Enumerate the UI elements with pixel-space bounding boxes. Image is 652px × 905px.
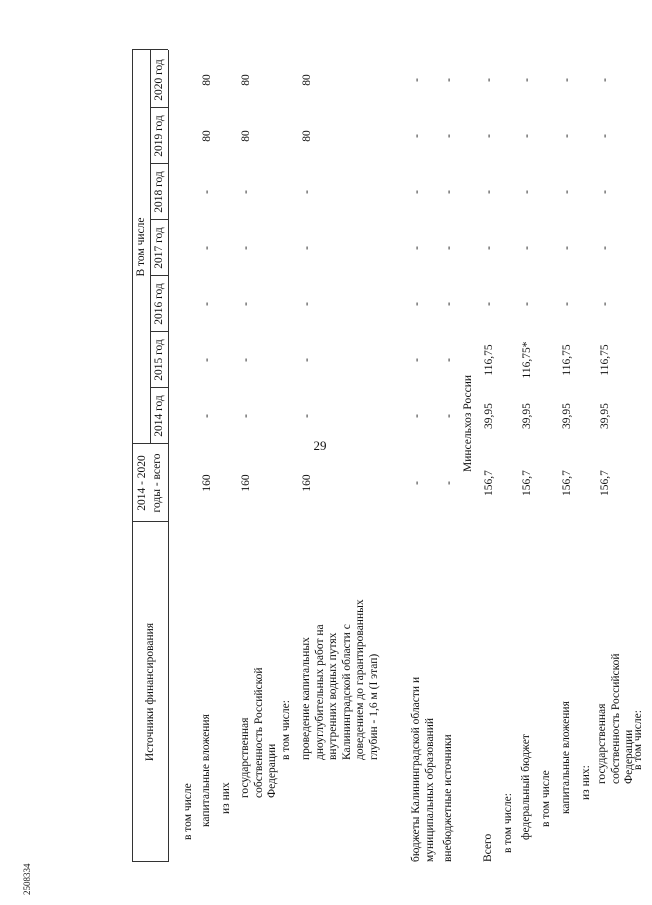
row-value-2014: 39,95 (599, 403, 611, 429)
row-value-2018: - (201, 190, 213, 194)
row-total: 156,7 (599, 470, 611, 496)
row-value-2016: - (561, 302, 573, 306)
row-value-2015: 116,75 (599, 344, 611, 376)
row-value-2016: - (240, 302, 252, 306)
row-value-2019: 80 (301, 130, 313, 142)
row-value-2014: - (240, 414, 252, 418)
row-value-2014: - (301, 414, 313, 418)
row-total: 156,7 (521, 470, 533, 496)
row-label: проведение капитальных дноуглубительных работ на внутренних водных путях Калининградской области с доведением до гарантированных глубин - 1,6 м (I этап) (300, 599, 380, 760)
row-value-2014: 39,95 (561, 403, 573, 429)
row-value-2016: - (411, 302, 423, 306)
row-label: в том числе: (280, 700, 292, 760)
row-value-2014: 39,95 (483, 403, 495, 429)
row-label: в том числе (182, 783, 194, 840)
row-value-2018: - (443, 190, 455, 194)
row-label: из них (220, 782, 232, 814)
row-value-2019: 80 (201, 130, 213, 142)
row-total: 156,7 (483, 470, 495, 496)
row-value-2018: - (483, 190, 495, 194)
row-value-2020: - (521, 78, 533, 82)
ministry-heading: Минсельхоз России (462, 374, 474, 472)
row-value-2015: 116,75* (521, 341, 533, 379)
row-label: из них: (580, 765, 592, 800)
row-value-2018: - (521, 190, 533, 194)
row-value-2016: - (201, 302, 213, 306)
row-value-2019: - (521, 134, 533, 138)
row-label: капитальные вложения (200, 714, 212, 827)
row-value-2020: - (443, 78, 455, 82)
header-year-2018: 2018 год (153, 171, 165, 213)
row-value-2020: 80 (240, 74, 252, 86)
row-value-2017: - (561, 246, 573, 250)
row-value-2020: - (483, 78, 495, 82)
header-total-line1: 2014 - 2020 (136, 455, 148, 511)
row-value-2017: - (240, 246, 252, 250)
row-value-2019: - (561, 134, 573, 138)
row-total: 156,7 (561, 470, 573, 496)
row-value-2020: - (561, 78, 573, 82)
header-year-2019: 2019 год (153, 115, 165, 157)
row-value-2015: 116,75 (561, 344, 573, 376)
row-value-2015: - (201, 358, 213, 362)
row-total: 160 (240, 474, 252, 492)
row-value-2020: 80 (301, 74, 313, 86)
row-label: бюджеты Калининградской области и муниципальных образований (410, 676, 436, 862)
row-value-2020: 80 (201, 74, 213, 86)
row-value-2018: - (561, 190, 573, 194)
header-sources: Источники финансирования (144, 622, 156, 762)
row-value-2015: - (301, 358, 313, 362)
header-year-2020: 2020 год (153, 59, 165, 101)
row-label: федеральный бюджет (520, 734, 532, 840)
row-label: в том числе: (502, 793, 514, 853)
financing-table (92, 42, 652, 862)
row-value-2016: - (443, 302, 455, 306)
row-value-2014: - (443, 414, 455, 418)
row-value-2018: - (599, 190, 611, 194)
row-label: капитальные вложения (560, 701, 572, 814)
row-value-2019: - (411, 134, 423, 138)
row-label: государственная собственность Российской Федерации (596, 653, 635, 784)
header-year-2016: 2016 год (153, 283, 165, 325)
row-value-2019: - (599, 134, 611, 138)
row-value-2015: - (411, 358, 423, 362)
header-bottom-border (168, 50, 169, 862)
header-in-that-number: В том числе (135, 217, 147, 277)
row-label: внебюджетные источники (442, 734, 454, 862)
row-value-2017: - (483, 246, 495, 250)
row-value-2014: - (201, 414, 213, 418)
row-total: 160 (301, 474, 313, 492)
row-value-2019: - (483, 134, 495, 138)
row-value-2019: 80 (240, 130, 252, 142)
row-label: в том числе (540, 770, 552, 827)
row-value-2017: - (411, 246, 423, 250)
row-value-2014: 39,95 (521, 403, 533, 429)
row-total: - (443, 481, 455, 485)
table-top-border (132, 50, 133, 862)
row-value-2018: - (301, 190, 313, 194)
row-value-2015: 116,75 (483, 344, 495, 376)
row-value-2016: - (521, 302, 533, 306)
row-value-2015: - (443, 358, 455, 362)
document-code: 2508334 (22, 863, 32, 895)
row-value-2014: - (411, 414, 423, 418)
row-value-2020: - (599, 78, 611, 82)
row-value-2017: - (301, 246, 313, 250)
row-label: государственная собственность Российской Федерации (239, 667, 278, 798)
row-value-2018: - (240, 190, 252, 194)
row-total: 160 (201, 474, 213, 492)
page-number: 29 (313, 438, 327, 453)
row-value-2017: - (443, 246, 455, 250)
row-value-2020: - (411, 78, 423, 82)
header-year-2015: 2015 год (153, 339, 165, 381)
row-total: - (411, 481, 423, 485)
row-value-2018: - (411, 190, 423, 194)
header-split-line (150, 50, 151, 444)
row-value-2016: - (599, 302, 611, 306)
header-year-2017: 2017 год (153, 227, 165, 269)
row-value-2016: - (301, 302, 313, 306)
row-value-2019: - (443, 134, 455, 138)
row-value-2016: - (483, 302, 495, 306)
header-total-line2: годы - всего (151, 453, 163, 513)
row-value-2017: - (201, 246, 213, 250)
row-value-2017: - (521, 246, 533, 250)
header-year-2014: 2014 год (153, 395, 165, 437)
row-value-2015: - (240, 358, 252, 362)
row-value-2017: - (599, 246, 611, 250)
row-label: Всего (482, 833, 494, 862)
row-label: в том числе: (632, 710, 644, 770)
